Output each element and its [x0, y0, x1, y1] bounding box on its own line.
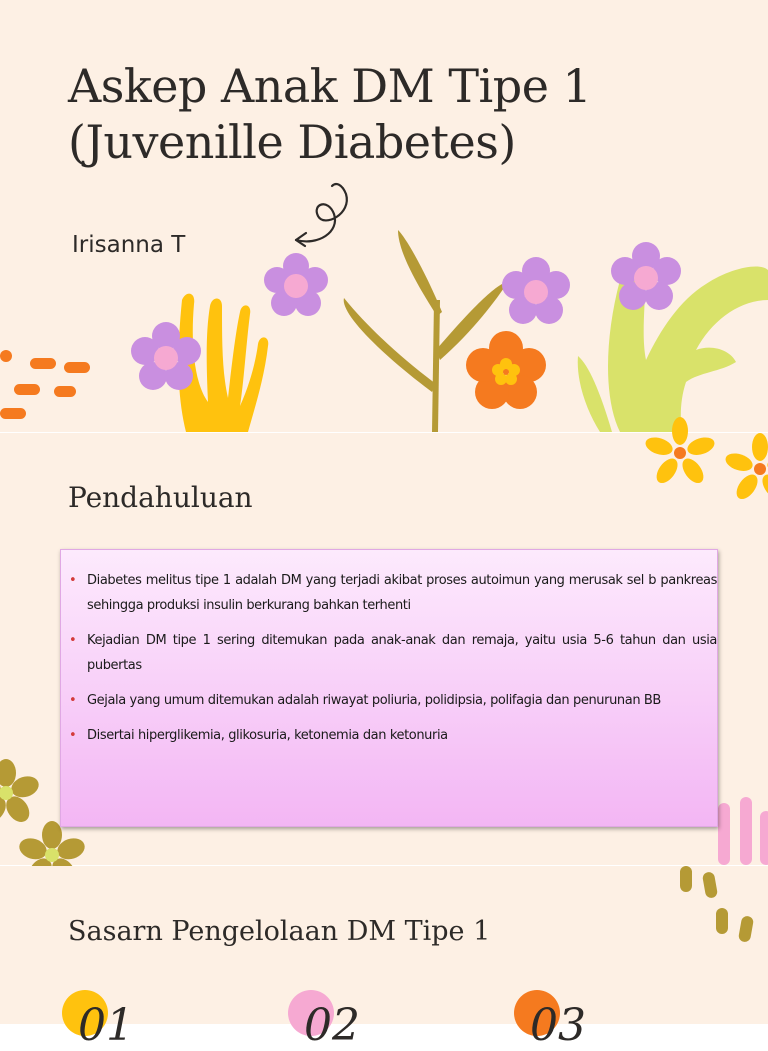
section-heading: Pendahuluan [68, 481, 253, 514]
content-box [60, 549, 718, 827]
lime-plant-decoration [578, 259, 768, 432]
list-item: • Kejadian DM tipe 1 sering ditemukan pada anak-anak dan remaja, yaitu usia 5-6 tahun dan usia pubertas [87, 628, 717, 678]
step-number: 01 [78, 1000, 134, 1051]
pink-plant-decoration [718, 797, 768, 865]
step-number: 02 [304, 1000, 360, 1051]
goals-slide [0, 866, 768, 1051]
list-item: • Diabetes melitus tipe 1 adalah DM yang terjadi akibat proses autoimun yang merusak sel b pankreas sehingga produksi insulin berkurang bahkan terhenti [87, 568, 717, 618]
author-name: Irisanna T [72, 232, 186, 258]
title-slide [0, 0, 768, 432]
yellow-flower-icon [723, 433, 768, 503]
olive-flower-icon [0, 759, 41, 826]
curly-arrow-icon [296, 184, 347, 246]
list-item: • Disertai hiperglikemia, glikosuria, ketonemia dan ketonuria [87, 723, 717, 748]
purple-flower-icon [502, 257, 570, 324]
title-line-1: Askep Anak DM Tipe 1 [68, 59, 592, 113]
step-number: 03 [530, 1000, 586, 1051]
title-line-2: (Juvenille Diabetes) [68, 115, 516, 169]
intro-slide [0, 433, 768, 865]
section-heading: Sasarn Pengelolaan DM Tipe 1 [68, 916, 491, 947]
purple-flower-icon [611, 242, 681, 310]
flower-illustration [0, 0, 768, 432]
bullet-list [61, 550, 717, 748]
purple-flower-icon [264, 253, 328, 316]
orange-flower-icon [466, 331, 546, 409]
orange-dashes-decoration [0, 350, 90, 419]
olive-dots-decoration [680, 866, 754, 943]
list-item: • Gejala yang umum ditemukan adalah riwayat poliuria, polidipsia, polifagia dan penurunan BB [87, 688, 717, 713]
